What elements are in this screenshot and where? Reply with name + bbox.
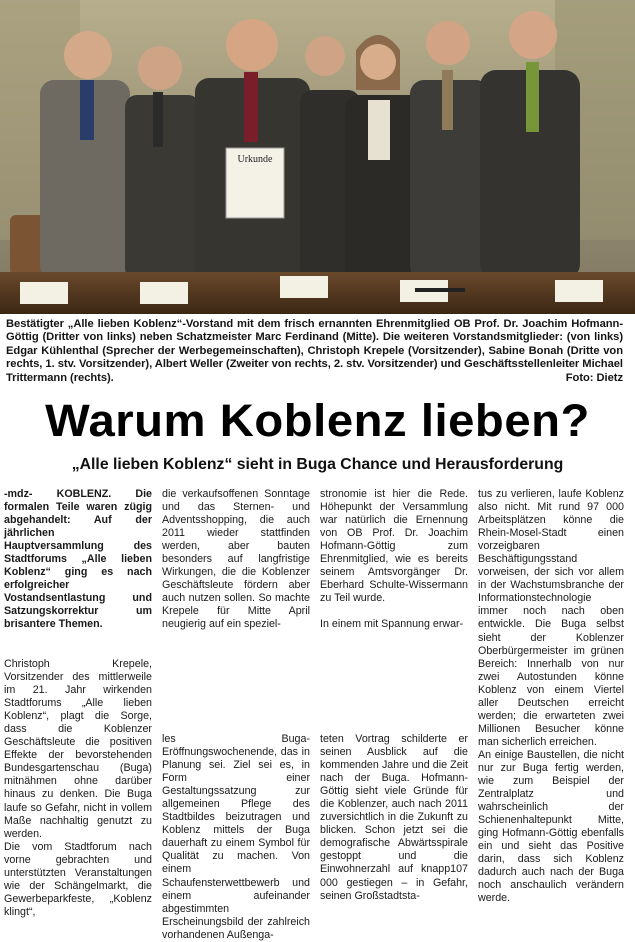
photo-illustration [0, 0, 635, 314]
article-paragraph: teten Vortrag schilderte er seinen Ausblick auf die kommenden Jahre und die Zeit nach der Buga. Hofmann-Göttig sieht viele Gründe für die Koblenzer, auch nach 2011 zuversichtlich in die Zukunft zu blicken. Schon jetzt sei die demografische Abwärtsspirale gestoppt und die Einwohnerzahl auf knapp107 000 gestiegen – in Gefahr, seinen Großstadtsta- [320, 733, 468, 902]
article-paragraph: Christoph Krepele, Vorsitzender des mittlerweile im 21. Jahr wirkenden Stadtforums „Alle lieben Koblenz“, plagt die Sorge, dass die Koblenzer Geschäftsleute die positiven Effekte der bevorstehenden Bundesgartenschau (Buga) mitnähmen ohne darüber hinaus zu denken. Die Buga laufe so Gefahr, nicht in vollem Maße nachhaltig genutzt zu werden. [4, 658, 152, 840]
subheadline: „Alle lieben Koblenz“ sieht in Buga Chance und Herausforderung [71, 456, 564, 473]
group-photo [0, 0, 635, 314]
article-paragraph: In einem mit Spannung erwar- [320, 618, 464, 631]
headline: Warum Koblenz lieben? [45, 395, 590, 446]
article-paragraph: stronomie ist hier die Rede. Höhepunkt der Versammlung war natürlich die Ernennung von OB Prof. Dr. Joachim Hofmann-Göttig zum Ehrenmitglied, wie es bereits seinem Amtsvorgänger Dr. Eberhard Schulte-Wissermann zu Teil wurde. [320, 488, 468, 605]
article-column-2 [162, 488, 310, 941]
article-column-1 [4, 488, 152, 918]
article-paragraph: die verkaufsoffenen Sonntage und das Sternen- und Adventsshopping, die auch 2011 wieder stattfinden werden, aber bauten besonders auf langfristige Wirkungen, die die Koblenzer Geschäftsleute fördern aber auch nutzen sollen. So machte Krepele für Mitte April neugierig auf ein speziel- [162, 488, 310, 631]
certificate-label: Urkunde [237, 154, 273, 165]
article-column-3 [320, 488, 468, 902]
photo-credit: Foto: Dietz [565, 371, 623, 384]
article-lead: -mdz- KOBLENZ. Die formalen Teile waren zügig abgehandelt: Auf der jährlichen Hauptversammlung des Stadtforums „Alle lieben Koblenz“ ging es nach erfolgreicher Vostandsentlastung und Satzungskorrektur um brisantere Themen. [4, 488, 152, 631]
article-column-4 [478, 488, 624, 906]
caption-text: Bestätigter „Alle lieben Koblenz“-Vorstand mit dem frisch ernannten Ehrenmitglied OB Prof. Dr. Joachim Hofmann-Göttig (Dritter von links) neben Schatzmeister Marc Ferdinand (Mitte). Die weiteren Vorstandsmitglieder: (von links) Edgar Kühlenthal (Sprecher der Werbegemeinschaften), Christoph Krepele (Vorsitzender), Sabine Bonah (Dritte von rechts, 1. stv. Vorsitzender), Albert Weller (Zweiter von rechts, 2. stv. Vorsitzender) und Geschäftsstellenleiter Michael Trittermann (rechts). [6, 318, 623, 384]
photo-caption [6, 318, 623, 385]
article-paragraph: les Buga-Eröffnungswochenende, das in Planung sei. Ziel sei es, in Form einer Gestaltungssatzung zur allgemeinen Pflege des Stadtbildes beizutragen und Koblenz mittels der Buga dauerhaft zu einem Symbol für Qualität zu machen. Von einem Schaufensterwettbewerb und einem aufeinander abgestimmten Erscheinungsbild der zahlreich vorhandenen Außenga- [162, 733, 310, 941]
article-paragraph: tus zu verlieren, laufe Koblenz also nicht. Mit rund 97 000 Arbeitsplätzen könne die Rhein-Mosel-Stadt einen vorzeigbaren Beschäftigungsstand vorweisen, der sich vor allem in der Wachstumsbranche der Informationstechnologie immer noch nach oben entwickle. Die Buga selbst sieht der Koblenzer Oberbürgermeister im grünen Bereich: Innerhalb von nur zwei Autostunden könne Koblenz von einem Viertel aller Deutschen erreicht werden; die erwarteten zwei Millionen Besucher könne man sicherlich erreichen. [478, 488, 624, 748]
article-paragraph: Die vom Stadtforum nach vorne gebrachten und unterstützten Veranstaltungen wie der Schängelmarkt, die Gewerbeparkfeste, „Koblenz klingt“, [4, 840, 152, 918]
article-paragraph: An einige Baustellen, die nicht nur zur Buga fertig werden, wie zum Beispiel der Zentralplatz und wahrscheinlich der Schienenhaltepunkt Mitte, ging Hofmann-Göttig ebenfalls ein und sieht das Positive darin, dass sich Koblenz dadurch auch nach der Buga noch anschaulich verändern werde. [478, 748, 624, 905]
